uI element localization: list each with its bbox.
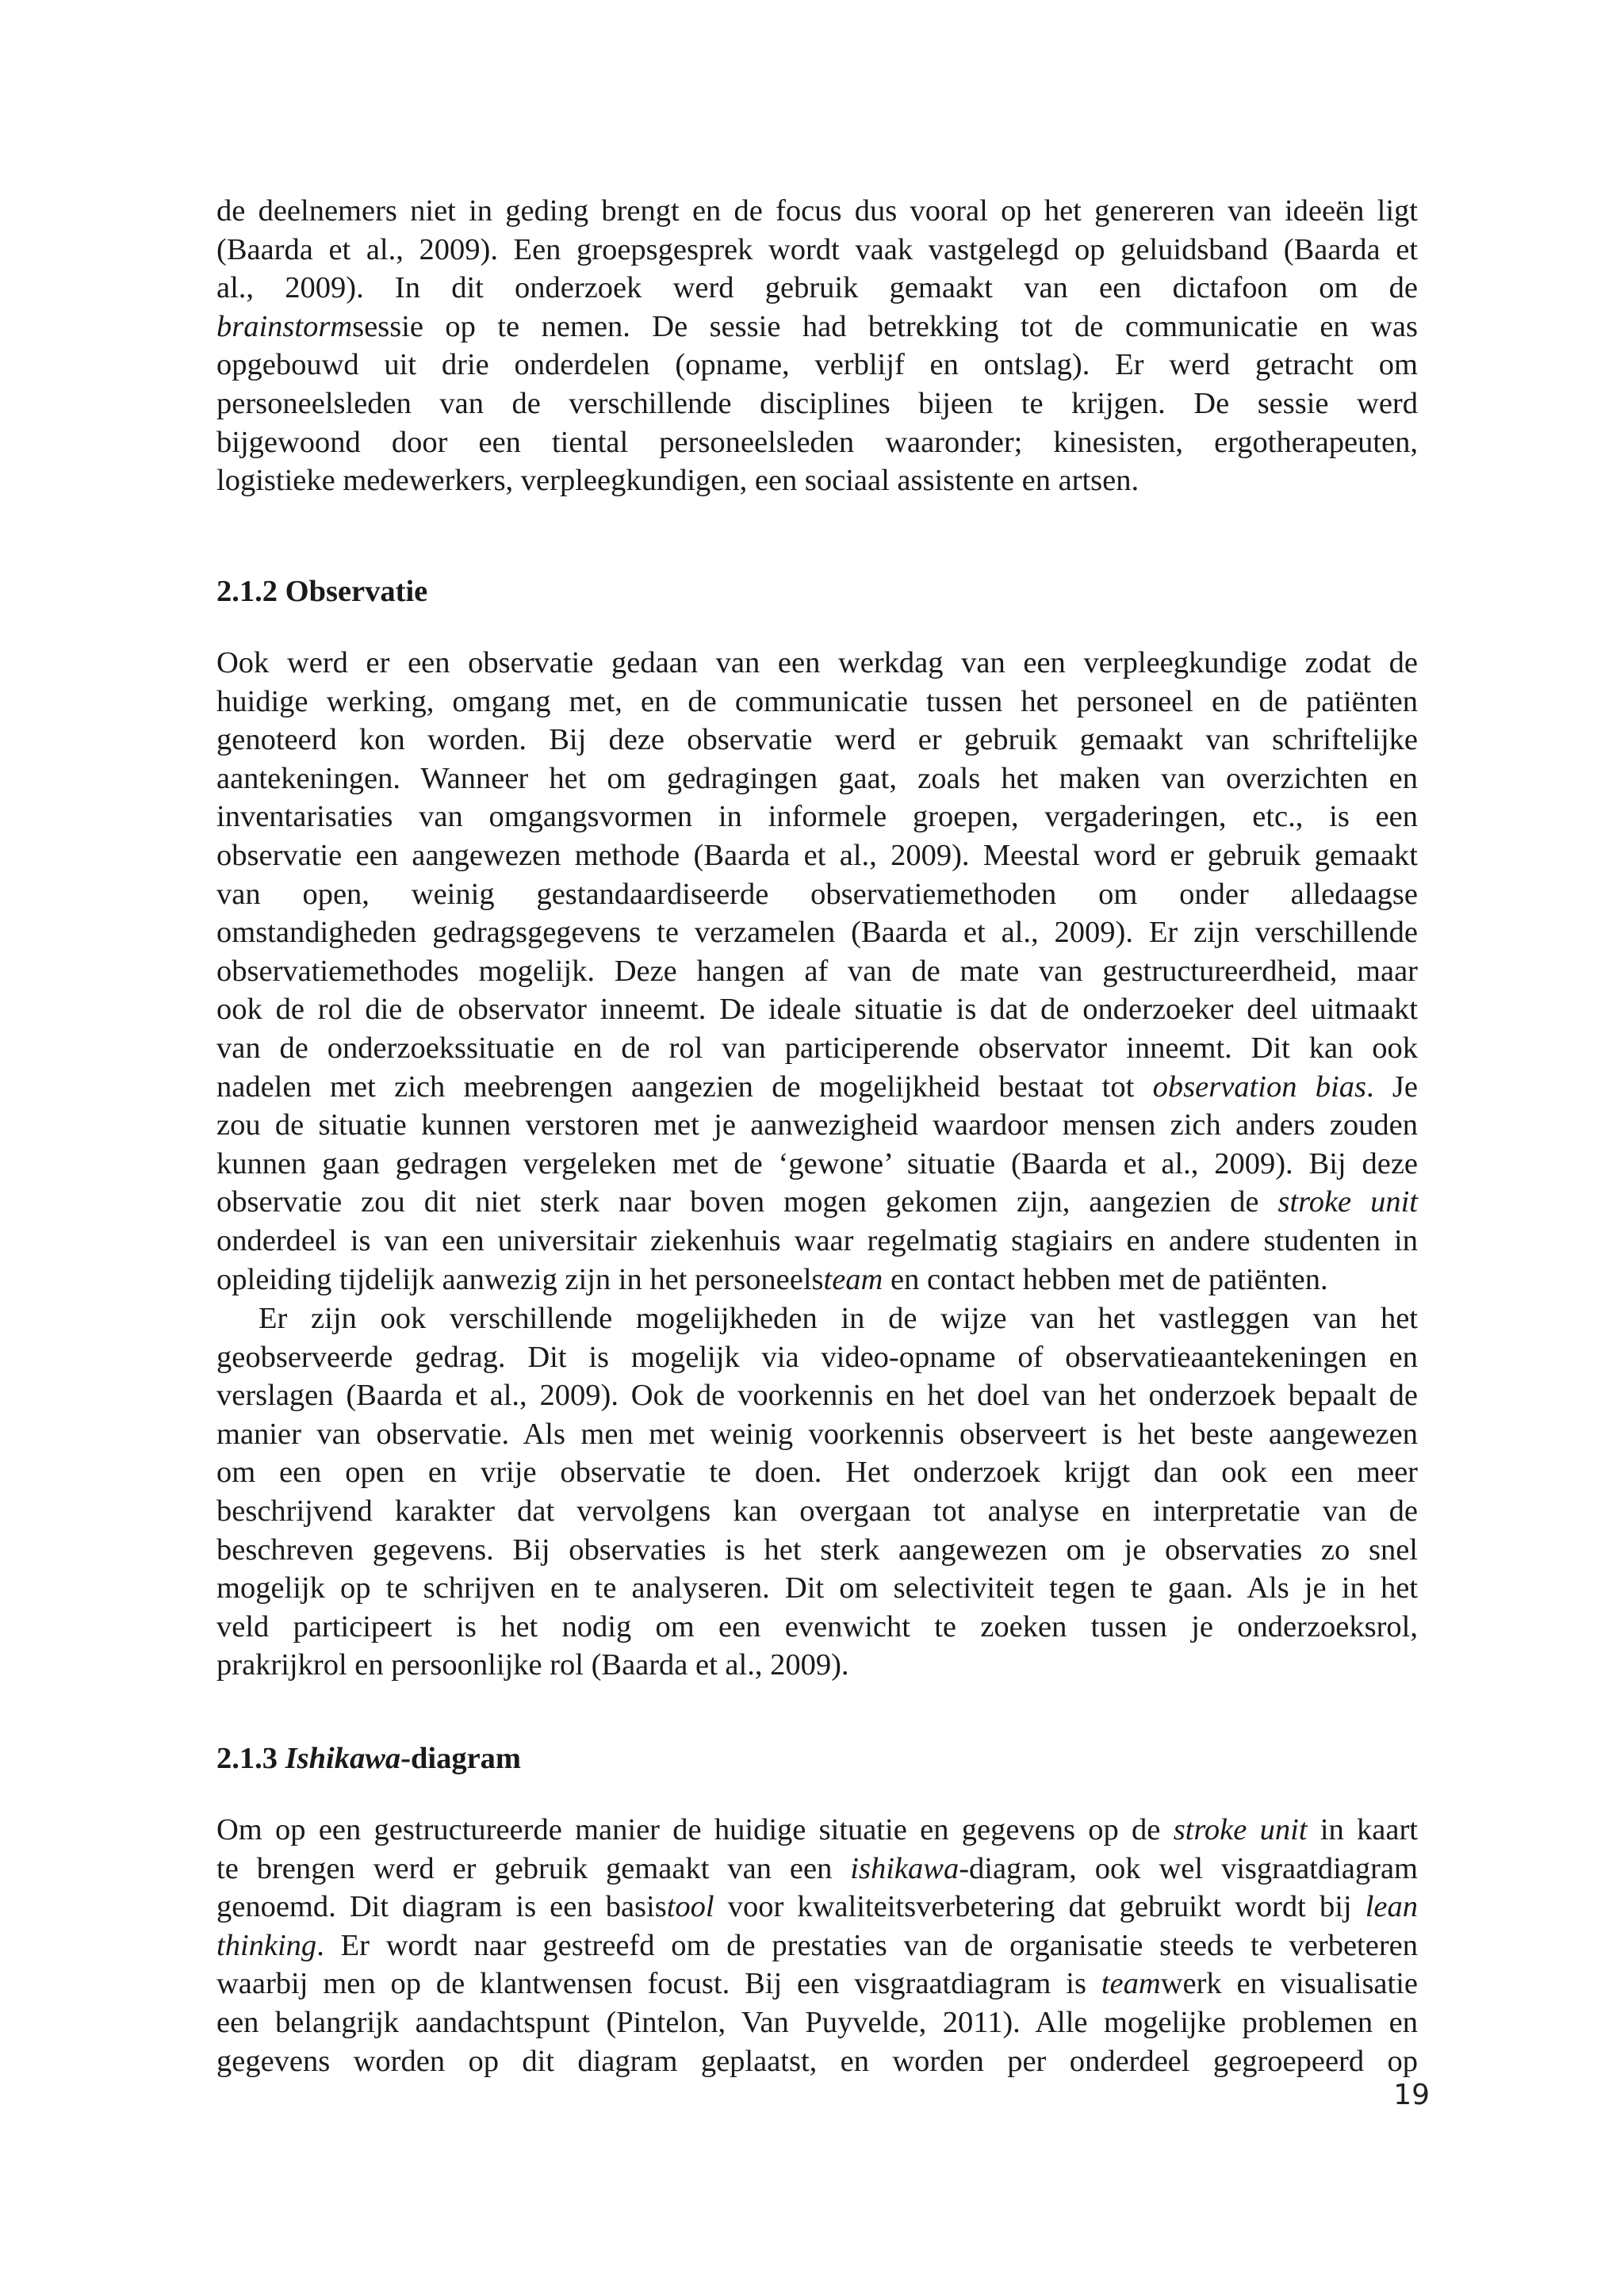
text-line	[216, 1850, 1418, 1888]
text-line: zou de situatie kunnen verstoren met je aanwezigheid waardoor mensen zich anders zouden	[216, 1108, 1418, 1142]
text-line: de deelnemers niet in geding brengt en de focus dus vooral op het genereren van ideeën ligt	[216, 194, 1418, 228]
text-line: een belangrijk aandachtspunt (Pintelon, Van Puyvelde, 2011). Alle mogelijke problemen en	[216, 2005, 1418, 2039]
text-line: prakrijkrol en persoonlijke rol (Baarda et al., 2009).	[216, 1648, 849, 1682]
italic-term: team	[823, 1262, 883, 1296]
text-run: Om op een gestructureerde manier de huidige situatie en gegevens op de	[216, 1813, 1174, 1846]
text-run: -diagram, ook wel visgraatdiagram	[959, 1851, 1418, 1885]
text-run: opleiding tijdelijk aanwezig zijn in het personeels	[216, 1262, 824, 1296]
section-heading-observatie: 2.1.2 Observatie	[216, 575, 428, 608]
text-run: voor kwaliteitsverbetering dat gebruikt wordt bij	[714, 1890, 1365, 1924]
paragraph-brainstorm	[216, 192, 1418, 500]
text-run: genoemd. Dit diagram is een basis	[216, 1890, 667, 1924]
paragraph-vastleggen	[216, 1299, 1418, 1685]
text-line: omstandigheden gedragsgegevens te verzamelen (Baarda et al., 2009). Er zijn verschillende	[216, 916, 1418, 950]
text-line: gegevens worden op dit diagram geplaatst, en worden per onderdeel gegroepeerd op	[216, 2044, 1418, 2078]
text-line: Er zijn ook verschillende mogelijkheden in de wijze van het vastleggen van het	[259, 1302, 1418, 1335]
heading-suffix: -diagram	[400, 1742, 521, 1775]
text-run: in kaart	[1307, 1813, 1418, 1846]
text-line: personeelsleden van de verschillende disciplines bijeen te krijgen. De sessie werd	[216, 386, 1418, 420]
text-line	[216, 1965, 1418, 2003]
italic-term: ishikawa	[850, 1851, 959, 1885]
text-line: huidige werking, omgang met, en de communicatie tussen het personeel en de patiënten	[216, 684, 1418, 718]
text-line: observatie een aangewezen methode (Baarda et al., 2009). Meestal word er gebruik gemaakt	[216, 838, 1418, 872]
italic-term: stroke unit	[1173, 1813, 1308, 1846]
text-run: nadelen met zich meebrengen aangezien de mogelijkheid bestaat tot	[216, 1070, 1153, 1104]
text-line: onderdeel is van een universitair ziekenhuis waar regelmatig stagiairs en andere studenten in	[216, 1223, 1418, 1257]
section-heading-ishikawa	[216, 1739, 1418, 1778]
text-line: veld participeert is het nodig om een evenwicht te zoeken tussen je onderzoeksrol,	[216, 1609, 1418, 1644]
text-run: sessie op te nemen. De sessie had betrekking tot de communicatie en was	[352, 309, 1418, 343]
text-line: Ook werd er een observatie gedaan van een werkdag van een verpleegkundige zodat de	[216, 646, 1418, 679]
text-line: genoteerd kon worden. Bij deze observatie werd er gebruik gemaakt van schriftelijke	[216, 723, 1418, 757]
text-line: van open, weinig gestandaardiseerde observatiemethoden om onder alledaagse	[216, 877, 1418, 911]
text-line: verslagen (Baarda et al., 2009). Ook de voorkennis en het doel van het onderzoek bepaalt de	[216, 1379, 1418, 1413]
text-line	[216, 1183, 1418, 1222]
text-line: van de onderzoekssituatie en de rol van participerende observator inneemt. Dit kan ook	[216, 1031, 1418, 1065]
text-line: aantekeningen. Wanneer het om gedragingen gaat, zoals het maken van overzichten en	[216, 761, 1418, 795]
text-line: inventarisaties van omgangsvormen in informele groepen, vergaderingen, etc., is een	[216, 800, 1418, 834]
text-line: logistieke medewerkers, verpleegkundigen, een sociaal assistente en artsen.	[216, 464, 1139, 498]
heading-number: 2.1.3	[216, 1742, 285, 1775]
text-line: beschrijvend karakter dat vervolgens kan overgaan tot analyse en interpretatie van de	[216, 1494, 1418, 1528]
text-line: observatiemethodes mogelijk. Deze hangen af van de mate van gestructureerdheid, maar	[216, 954, 1418, 988]
text-run: waarbij men op de klantwensen focust. Bij een visgraatdiagram is	[216, 1967, 1101, 2001]
italic-term: thinking	[216, 1928, 317, 1962]
text-line	[216, 1068, 1418, 1107]
text-run: en contact hebben met de patiënten.	[883, 1262, 1328, 1296]
text-line: al., 2009). In dit onderzoek werd gebruik gemaakt van een dictafoon om de	[216, 271, 1418, 305]
paragraph-observatie	[216, 644, 1418, 1299]
text-run: observatie zou dit niet sterk naar boven mogen gekomen zijn, aangezien de	[216, 1185, 1278, 1219]
italic-term: tool	[666, 1890, 714, 1924]
italic-term: team	[1101, 1967, 1161, 2001]
text-run: . Je	[1365, 1070, 1419, 1104]
text-line: ook de rol die de observator inneemt. De ideale situatie is dat de onderzoeker deel uitmaakt	[216, 993, 1418, 1027]
text-run: te brengen werd er gebruik gemaakt van een	[216, 1851, 851, 1885]
text-line: beschreven gegevens. Bij observaties is het sterk aangewezen om je observaties zo snel	[216, 1533, 1418, 1567]
text-line: mogelijk op te schrijven en te analyseren. Dit om selectiviteit tegen te gaan. Als je in het	[216, 1571, 1418, 1605]
text-run: . Er wordt naar gestreefd om de prestaties van de organisatie steeds te verbeteren	[316, 1928, 1418, 1962]
text-line	[216, 308, 1418, 346]
italic-term: brainstorm	[216, 309, 353, 343]
italic-term: stroke unit	[1277, 1185, 1418, 1219]
text-line	[216, 1811, 1418, 1850]
text-line	[216, 1261, 1418, 1299]
text-line: om een open en vrije observatie te doen. Het onderzoek krijgt dan ook een meer	[216, 1456, 1418, 1490]
paragraph-ishikawa	[216, 1811, 1418, 2080]
text-line	[216, 1927, 1418, 1965]
text-line: bijgewoond door een tiental personeelsleden waaronder; kinesisten, ergotherapeuten,	[216, 425, 1418, 459]
italic-term: lean	[1365, 1890, 1418, 1924]
text-line: (Baarda et al., 2009). Een groepsgesprek wordt vaak vastgelegd op geluidsband (Baarda et	[216, 232, 1418, 266]
italic-term: observation bias	[1152, 1070, 1366, 1104]
text-run: werk en visualisatie	[1160, 1967, 1419, 2001]
page-number: 19	[1393, 2079, 1430, 2111]
heading-italic: Ishikawa	[285, 1742, 401, 1775]
text-line: kunnen gaan gedragen vergeleken met de ‘gewone’ situatie (Baarda et al., 2009). Bij deze	[216, 1146, 1418, 1181]
text-line: opgebouwd uit drie onderdelen (opname, verblijf en ontslag). Er werd getracht om	[216, 348, 1418, 382]
text-line: geobserveerde gedrag. Dit is mogelijk via video-opname of observatieaantekeningen en	[216, 1340, 1418, 1374]
text-line: manier van observatie. Als men met weinig voorkennis observeert is het beste aangewezen	[216, 1417, 1418, 1451]
text-line	[216, 1888, 1418, 1927]
